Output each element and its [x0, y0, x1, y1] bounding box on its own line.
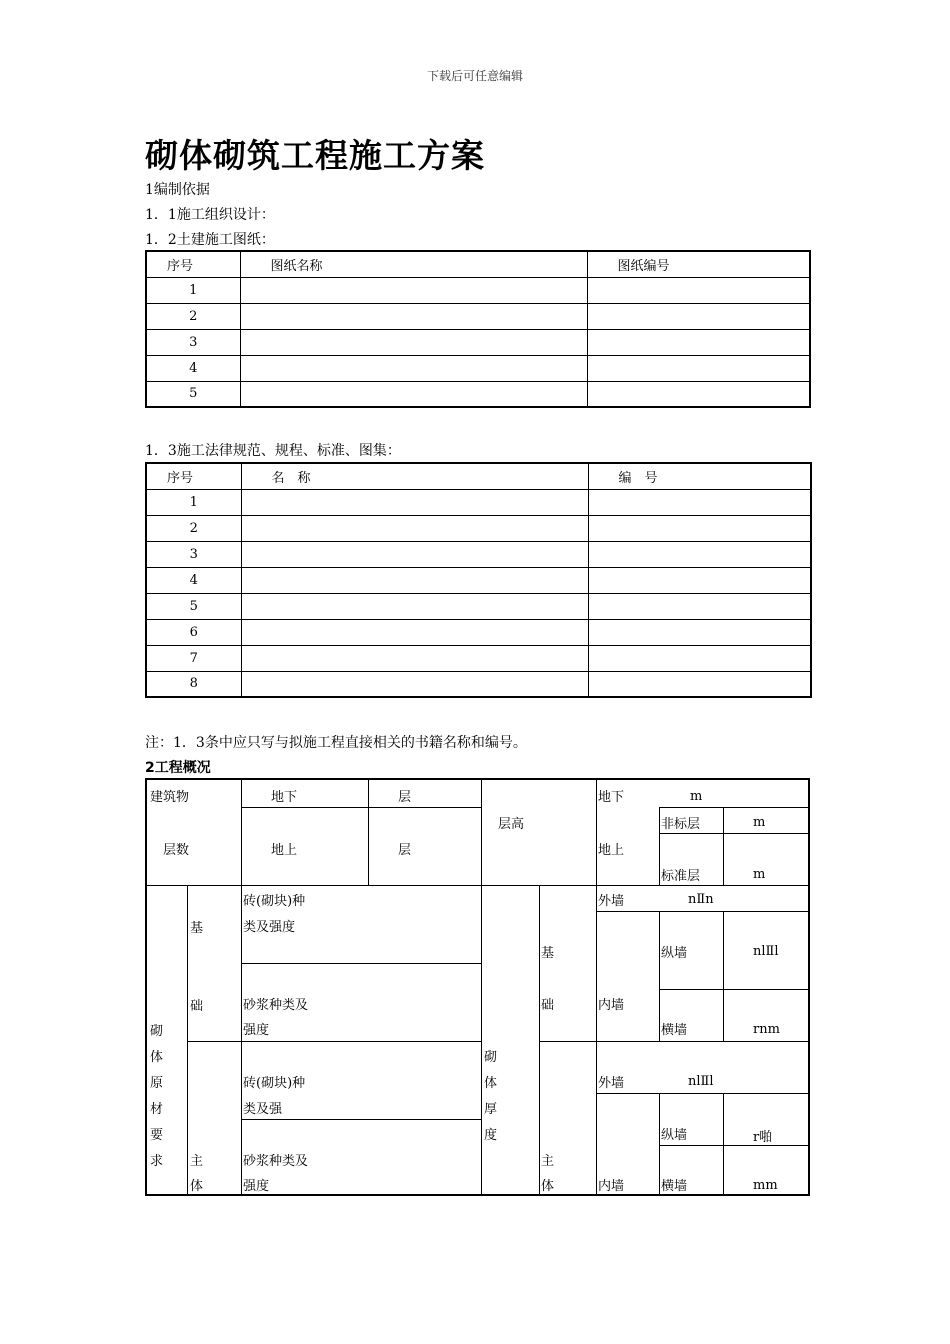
cell[interactable]	[588, 541, 811, 567]
header-cell: 序号	[146, 463, 241, 489]
mat-req-char: 材	[150, 1102, 164, 1117]
cell[interactable]	[587, 355, 810, 381]
row-index: 8	[146, 671, 241, 697]
cell[interactable]	[241, 515, 588, 541]
cell[interactable]	[588, 515, 811, 541]
exterior-wall-label: 外墙	[598, 1076, 625, 1091]
cell[interactable]	[240, 277, 587, 303]
cell[interactable]	[587, 381, 810, 407]
header-cell: 编 号	[588, 463, 811, 489]
underground-label: 地下	[271, 790, 298, 805]
floor-height-label: 层高	[498, 817, 525, 832]
page-title: 砌体砌筑工程施工方案	[145, 136, 485, 175]
row-index: 6	[146, 619, 241, 645]
standard-floor-label: 标准层	[661, 869, 701, 884]
aboveground-label: 地上	[271, 843, 298, 858]
table-row	[146, 541, 811, 567]
ceng-label: 层	[398, 843, 412, 858]
section-1-3: 1．3施工法律规范、规程、标准、图集：	[145, 443, 401, 459]
exterior-wall-label: 外墙	[598, 894, 625, 909]
ceng-label: 层	[398, 790, 412, 805]
thickness-char: 厚	[484, 1102, 498, 1117]
foundation-chu: 础	[190, 999, 204, 1014]
longitudinal-wall-label: 纵墙	[661, 1128, 688, 1143]
nonstandard-floor-label: 非标层	[661, 817, 701, 832]
cell[interactable]	[588, 593, 811, 619]
mortar-type-label: 强度	[243, 1179, 270, 1194]
thickness-unit: nlⅡl	[753, 944, 779, 959]
aboveground-height-label: 地上	[598, 843, 625, 858]
cell[interactable]	[241, 567, 588, 593]
section-1-1: 1．1施工组织设计：	[145, 207, 275, 223]
row-index: 2	[146, 515, 241, 541]
foundation-ji: 基	[541, 946, 555, 961]
cross-wall-label: 横墙	[661, 1179, 688, 1194]
section-1-2: 1．2土建施工图纸：	[145, 232, 275, 248]
row-index: 3	[146, 541, 241, 567]
brick-type-label: 类及强	[243, 1102, 283, 1117]
table-row	[146, 619, 811, 645]
thickness-unit: r啪	[753, 1130, 773, 1145]
table-row	[146, 593, 811, 619]
cell[interactable]	[587, 329, 810, 355]
mortar-type-label: 砂浆种类及	[243, 998, 309, 1013]
mortar-type-label: 砂浆种类及	[243, 1154, 309, 1169]
overview-table	[145, 778, 810, 1196]
cross-wall-label: 横墙	[661, 1023, 688, 1038]
row-index: 5	[146, 381, 240, 407]
thickness-char: 体	[484, 1076, 498, 1091]
cell[interactable]	[241, 489, 588, 515]
cell[interactable]	[588, 489, 811, 515]
main-ti: 体	[190, 1179, 204, 1194]
cell[interactable]	[240, 355, 587, 381]
building-label: 建筑物	[150, 790, 190, 805]
foundation-ji: 基	[190, 921, 204, 936]
cell[interactable]	[241, 619, 588, 645]
thickness-unit: mm	[753, 1178, 778, 1193]
row-index: 1	[146, 277, 240, 303]
standards-table	[145, 462, 812, 698]
table-row	[146, 277, 810, 303]
cell[interactable]	[241, 593, 588, 619]
table-row	[146, 303, 810, 329]
cell[interactable]	[587, 277, 810, 303]
section-1-heading: 1编制依据	[145, 182, 210, 198]
longitudinal-wall-label: 纵墙	[661, 946, 688, 961]
header-cell: 序号	[146, 251, 240, 277]
main-zhu: 主	[190, 1154, 204, 1169]
interior-wall-label: 内墙	[598, 1179, 625, 1194]
header-cell: 名 称	[241, 463, 588, 489]
mat-req-char: 砌	[150, 1024, 164, 1039]
cell[interactable]	[241, 671, 588, 697]
cell[interactable]	[588, 671, 811, 697]
cell[interactable]	[241, 541, 588, 567]
note: 注：1．3条中应只写与拟施工程直接相关的书籍名称和编号。	[145, 735, 527, 751]
table-row	[146, 489, 811, 515]
section-2-heading: 2工程概况	[145, 760, 211, 776]
row-index: 4	[146, 567, 241, 593]
table-row	[146, 381, 810, 407]
row-index: 3	[146, 329, 240, 355]
main-zhu: 主	[541, 1154, 555, 1169]
brick-type-label: 砖(砌块)种	[243, 1076, 306, 1091]
cell[interactable]	[240, 381, 587, 407]
cell[interactable]	[240, 329, 587, 355]
mat-req-char: 体	[150, 1050, 164, 1065]
header-cell: 图纸名称	[240, 251, 587, 277]
table-row	[146, 329, 810, 355]
cell[interactable]	[588, 645, 811, 671]
table-row	[146, 355, 810, 381]
underground-height-label: 地下	[598, 790, 625, 805]
row-index: 5	[146, 593, 241, 619]
brick-type-label: 类及强度	[243, 920, 296, 935]
floors-label: 层数	[163, 843, 190, 858]
thickness-unit: rnm	[753, 1022, 780, 1037]
mat-req-char: 求	[150, 1154, 164, 1169]
thickness-char: 砌	[484, 1050, 498, 1065]
main-ti: 体	[541, 1179, 555, 1194]
cell[interactable]	[240, 303, 587, 329]
cell[interactable]	[241, 645, 588, 671]
mortar-type-label: 强度	[243, 1023, 270, 1038]
unit-m: m	[753, 815, 766, 830]
header-cell: 图纸编号	[587, 251, 810, 277]
thickness-char: 度	[484, 1128, 498, 1143]
table-row	[146, 671, 811, 697]
row-index: 1	[146, 489, 241, 515]
header-note: 下载后可任意编辑	[426, 69, 523, 83]
mat-req-char: 要	[150, 1128, 164, 1143]
interior-wall-label: 内墙	[598, 998, 625, 1013]
unit-m: m	[690, 789, 703, 804]
thickness-unit: nlⅡl	[688, 1074, 714, 1089]
row-index: 7	[146, 645, 241, 671]
table-row	[146, 515, 811, 541]
drawings-table	[145, 250, 811, 408]
cell[interactable]	[588, 567, 811, 593]
table-row	[146, 645, 811, 671]
row-index: 2	[146, 303, 240, 329]
cell[interactable]	[588, 619, 811, 645]
table-row	[146, 567, 811, 593]
unit-m: m	[753, 867, 766, 882]
row-index: 4	[146, 355, 240, 381]
mat-req-char: 原	[150, 1076, 164, 1091]
cell[interactable]	[587, 303, 810, 329]
brick-type-label: 砖(砌块)种	[243, 894, 306, 909]
thickness-unit: nⅡn	[688, 892, 714, 907]
foundation-chu: 础	[541, 998, 555, 1013]
